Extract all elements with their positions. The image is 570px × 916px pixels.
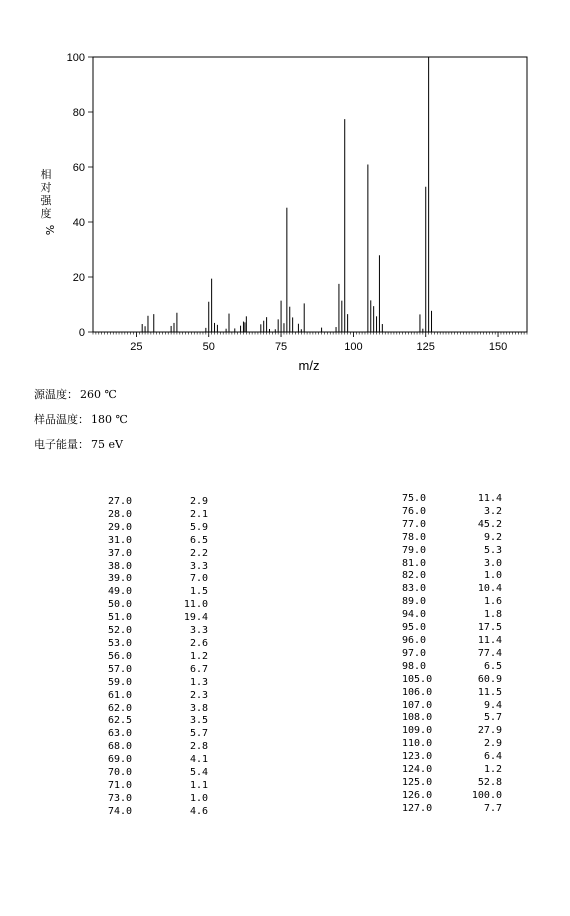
mz-value: 78.0 <box>402 531 427 543</box>
table-row <box>108 612 208 625</box>
abundance-value: 4.6 <box>189 805 208 817</box>
table-row <box>402 674 502 687</box>
abundance-value: 19.4 <box>183 612 208 624</box>
abundance-value: 1.2 <box>189 650 208 662</box>
abundance-value: 11.5 <box>477 686 502 698</box>
abundance-value: 11.0 <box>183 599 208 611</box>
abundance-value: 2.9 <box>189 496 208 507</box>
mz-value: 52.0 <box>108 625 133 637</box>
y-tick-label: 60 <box>72 162 85 174</box>
y-axis-title-percent: % <box>43 224 56 236</box>
abundance-value: 6.7 <box>189 663 208 675</box>
table-row <box>402 570 502 583</box>
table-row <box>108 573 208 586</box>
mz-value: 125.0 <box>402 776 433 788</box>
table-row <box>108 703 208 716</box>
abundance-value: 9.2 <box>483 531 502 543</box>
y-tick-label: 0 <box>78 327 85 339</box>
table-row <box>108 548 208 561</box>
abundance-value: 5.3 <box>483 544 502 556</box>
mz-value: 127.0 <box>402 802 433 814</box>
abundance-value: 52.8 <box>477 776 502 788</box>
table-row <box>402 790 502 803</box>
mz-value: 97.0 <box>402 647 427 659</box>
abundance-value: 60.9 <box>477 673 502 685</box>
abundance-value: 2.8 <box>189 741 208 753</box>
plot-border <box>93 57 527 332</box>
abundance-value: 1.3 <box>189 676 208 688</box>
mz-value: 37.0 <box>108 547 133 559</box>
mz-value: 105.0 <box>402 673 433 685</box>
abundance-value: 1.2 <box>483 764 502 776</box>
sample-temperature <box>34 411 128 427</box>
mz-value: 94.0 <box>402 609 427 621</box>
table-row <box>108 638 208 651</box>
mz-value: 71.0 <box>108 779 133 791</box>
abundance-value: 17.5 <box>477 622 502 634</box>
y-tick-label: 80 <box>72 107 85 119</box>
table-row <box>108 509 208 522</box>
table-row <box>402 609 502 622</box>
peak-table-right <box>402 493 502 816</box>
abundance-value: 3.0 <box>483 557 502 569</box>
table-row <box>402 700 502 713</box>
mz-value: 63.0 <box>108 728 133 740</box>
mz-value: 59.0 <box>108 676 133 688</box>
table-row <box>108 625 208 638</box>
y-axis-title-char-3: 强 <box>40 194 52 207</box>
mz-value: 83.0 <box>402 583 427 595</box>
table-row <box>402 493 502 506</box>
abundance-value: 2.9 <box>483 738 502 750</box>
table-row <box>108 690 208 703</box>
table-row <box>402 803 502 816</box>
abundance-value: 1.8 <box>483 609 502 621</box>
abundance-value: 11.4 <box>477 493 502 504</box>
table-row <box>402 596 502 609</box>
source-temperature-value: 260 ℃ <box>80 388 117 401</box>
abundance-value: 6.5 <box>189 534 208 546</box>
electron-energy-value: 75 eV <box>91 438 123 451</box>
abundance-value: 1.6 <box>483 596 502 608</box>
y-tick-label: 20 <box>72 272 85 284</box>
mz-value: 98.0 <box>402 660 427 672</box>
mass-spectrum-chart <box>0 0 570 380</box>
mz-value: 31.0 <box>108 534 133 546</box>
abundance-value: 7.7 <box>483 802 502 814</box>
mz-value: 38.0 <box>108 560 133 572</box>
y-axis-title-char-2: 对 <box>40 181 52 194</box>
table-row <box>108 496 208 509</box>
x-minor-ticks <box>93 332 527 337</box>
abundance-value: 5.7 <box>483 712 502 724</box>
mz-value: 109.0 <box>402 725 433 737</box>
abundance-value: 4.1 <box>189 754 208 766</box>
mz-value: 95.0 <box>402 622 427 634</box>
y-axis-title-char-4: 度 <box>40 207 52 220</box>
table-row <box>108 599 208 612</box>
table-row <box>402 712 502 725</box>
table-row <box>402 532 502 545</box>
mz-value: 29.0 <box>108 521 133 533</box>
mz-value: 77.0 <box>402 518 427 530</box>
table-row <box>108 535 208 548</box>
table-row <box>402 687 502 700</box>
mz-value: 27.0 <box>108 496 133 507</box>
abundance-value: 11.4 <box>477 634 502 646</box>
table-row <box>402 777 502 790</box>
abundance-value: 6.4 <box>483 751 502 763</box>
mz-value: 56.0 <box>108 650 133 662</box>
x-tick-label: 25 <box>130 341 143 353</box>
mz-value: 74.0 <box>108 805 133 817</box>
table-row <box>402 725 502 738</box>
abundance-value: 45.2 <box>477 518 502 530</box>
table-row <box>108 664 208 677</box>
mz-value: 89.0 <box>402 596 427 608</box>
mz-value: 49.0 <box>108 586 133 598</box>
mz-value: 39.0 <box>108 573 133 585</box>
table-row <box>108 586 208 599</box>
mz-value: 124.0 <box>402 764 433 776</box>
mz-value: 126.0 <box>402 789 433 801</box>
peak-table-left <box>108 496 208 819</box>
abundance-value: 1.0 <box>483 570 502 582</box>
abundance-value: 5.4 <box>189 767 208 779</box>
abundance-value: 27.9 <box>477 725 502 737</box>
table-row <box>402 738 502 751</box>
mz-value: 28.0 <box>108 508 133 520</box>
spectrum-peaks <box>142 57 431 332</box>
table-row <box>108 741 208 754</box>
electron-energy <box>34 436 123 452</box>
mz-value: 123.0 <box>402 751 433 763</box>
abundance-value: 3.2 <box>483 505 502 517</box>
table-row <box>108 651 208 664</box>
electron-energy-label: 电子能量： <box>34 438 89 451</box>
table-row <box>108 677 208 690</box>
mz-value: 51.0 <box>108 612 133 624</box>
mz-value: 110.0 <box>402 738 433 750</box>
mz-value: 107.0 <box>402 699 433 711</box>
table-row <box>108 715 208 728</box>
y-axis-title-char-1: 相 <box>40 168 52 181</box>
x-tick-label: 100 <box>344 341 363 353</box>
abundance-value: 5.7 <box>189 728 208 740</box>
abundance-value: 100.0 <box>471 789 502 801</box>
mz-value: 62.0 <box>108 702 133 714</box>
source-temperature <box>34 386 117 402</box>
x-axis-ticks <box>130 332 507 353</box>
mz-value: 70.0 <box>108 767 133 779</box>
abundance-value: 2.6 <box>189 637 208 649</box>
table-row <box>108 793 208 806</box>
abundance-value: 3.8 <box>189 702 208 714</box>
abundance-value: 5.9 <box>189 521 208 533</box>
table-row <box>108 754 208 767</box>
mz-value: 61.0 <box>108 689 133 701</box>
mz-value: 73.0 <box>108 792 133 804</box>
abundance-value: 9.4 <box>483 699 502 711</box>
table-row <box>402 558 502 571</box>
abundance-value: 1.5 <box>189 586 208 598</box>
x-axis-title: m/z <box>298 358 320 373</box>
mz-value: 76.0 <box>402 505 427 517</box>
abundance-value: 2.2 <box>189 547 208 559</box>
x-tick-label: 75 <box>274 341 288 353</box>
table-row <box>108 728 208 741</box>
mz-value: 106.0 <box>402 686 433 698</box>
mz-value: 96.0 <box>402 634 427 646</box>
abundance-value: 3.5 <box>189 715 208 727</box>
abundance-value: 3.3 <box>189 625 208 637</box>
mz-value: 57.0 <box>108 663 133 675</box>
x-tick-label: 125 <box>416 341 435 353</box>
mz-value: 108.0 <box>402 712 433 724</box>
y-axis-ticks <box>67 52 93 339</box>
abundance-value: 2.3 <box>189 689 208 701</box>
table-row <box>402 545 502 558</box>
mz-value: 62.5 <box>108 715 133 727</box>
mz-value: 69.0 <box>108 754 133 766</box>
table-row <box>402 506 502 519</box>
y-tick-label: 100 <box>66 52 85 64</box>
abundance-value: 77.4 <box>477 647 502 659</box>
table-row <box>108 522 208 535</box>
table-row <box>108 561 208 574</box>
sample-temperature-label: 样品温度： <box>34 413 89 426</box>
table-row <box>402 648 502 661</box>
abundance-value: 3.3 <box>189 560 208 572</box>
plot-frame <box>93 57 527 332</box>
abundance-value: 6.5 <box>483 660 502 672</box>
table-row <box>108 780 208 793</box>
table-row <box>402 751 502 764</box>
table-row <box>402 764 502 777</box>
y-tick-label: 40 <box>72 217 85 229</box>
table-row <box>402 635 502 648</box>
mz-value: 81.0 <box>402 557 427 569</box>
table-row <box>108 767 208 780</box>
table-row <box>402 661 502 674</box>
abundance-value: 1.0 <box>189 792 208 804</box>
source-temperature-label: 源温度： <box>34 388 78 401</box>
abundance-value: 10.4 <box>477 583 502 595</box>
abundance-value: 7.0 <box>189 573 208 585</box>
mz-value: 79.0 <box>402 544 427 556</box>
table-row <box>402 622 502 635</box>
mz-value: 82.0 <box>402 570 427 582</box>
table-row <box>108 806 208 819</box>
abundance-value: 1.1 <box>189 779 208 791</box>
x-tick-label: 50 <box>202 341 215 353</box>
sample-temperature-value: 180 ℃ <box>91 413 128 426</box>
mz-value: 68.0 <box>108 741 133 753</box>
mz-value: 50.0 <box>108 599 133 611</box>
table-row <box>402 583 502 596</box>
mz-value: 53.0 <box>108 637 133 649</box>
table-row <box>402 519 502 532</box>
abundance-value: 2.1 <box>189 508 208 520</box>
mz-value: 75.0 <box>402 493 427 504</box>
y-axis-title <box>41 167 57 235</box>
x-tick-label: 150 <box>488 341 508 353</box>
